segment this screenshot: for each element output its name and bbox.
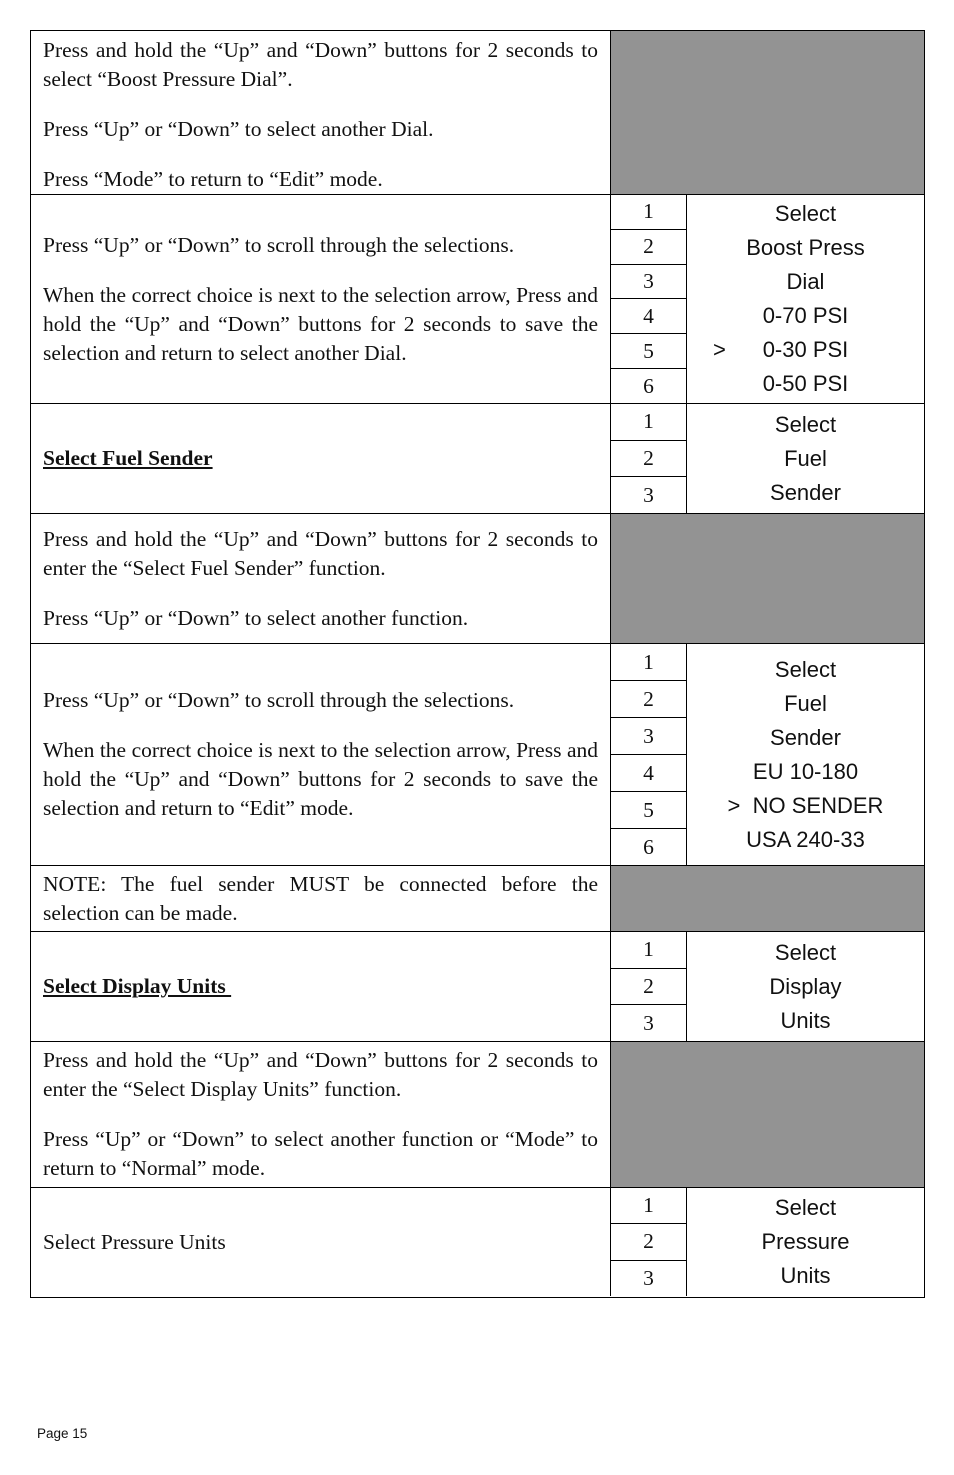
selection-arrow: > [727, 792, 741, 818]
table-row [31, 1188, 924, 1296]
section-title: Select Fuel Sender [43, 446, 213, 470]
table-row [31, 514, 924, 644]
display-line: Select [774, 939, 837, 965]
display-line-text: NO SENDER [752, 792, 884, 818]
display-line: Sender [770, 479, 841, 505]
line-number-column [611, 1188, 687, 1296]
note-text: NOTE: The fuel sender MUST be connected before the selection can be made. [43, 871, 598, 925]
section-title: Select Display Units [43, 974, 232, 998]
line-number: 2 [611, 230, 686, 265]
display-line: 0-70 PSI [762, 303, 849, 328]
instruction-text: Press “Up” or “Down” to scroll through the selections. [43, 688, 515, 712]
table-row [31, 31, 924, 195]
display-line-selected [687, 333, 924, 367]
blank-display-cell [611, 1042, 924, 1187]
instruction-cell [31, 404, 611, 513]
table-row [31, 644, 924, 866]
instruction-text: Press “Up” or “Down” to select another function. [43, 605, 469, 630]
lcd-display [687, 1188, 924, 1296]
display-line: Dial [786, 269, 825, 294]
instruction-cell [31, 1188, 611, 1296]
display-line: Select [774, 1195, 837, 1220]
line-number: 3 [643, 1265, 654, 1290]
display-line: Units [780, 1007, 831, 1033]
instruction-cell [31, 932, 611, 1041]
line-number: 4 [611, 299, 686, 334]
display-line: Fuel [784, 690, 827, 716]
display-line: EU 10-180 [752, 758, 859, 784]
instruction-text: When the correct choice is next to the selection arrow, Press and hold the “Up” and “Down” buttons for 2 seconds to save the selection and return to select another Dial. [43, 282, 598, 365]
instruction-text: Press “Up” or “Down” to select another function or “Mode” to return to “Normal” mode. [43, 1127, 598, 1180]
instruction-cell [31, 195, 611, 403]
line-number: 2 [611, 681, 686, 718]
line-number: 4 [611, 755, 686, 792]
display-line: USA 240-33 [746, 826, 865, 852]
line-number: 2 [611, 1224, 686, 1260]
line-number: 5 [611, 792, 686, 829]
line-number-column [611, 644, 687, 865]
instruction-cell [31, 31, 611, 194]
line-number-column [611, 195, 687, 403]
table-row [31, 866, 924, 932]
instruction-text: When the correct choice is next to the selection arrow, Press and hold the “Up” and “Down” buttons for 2 seconds to save the selection and return to “Edit” mode. [43, 738, 598, 820]
display-line: Select [774, 201, 837, 226]
display-line: Display [769, 973, 842, 999]
display-line: Select [774, 656, 837, 682]
line-number: 1 [611, 932, 686, 969]
instruction-text: Press “Up” or “Down” to select another Dial. [43, 117, 434, 141]
display-line-selected [687, 789, 924, 823]
blank-display-cell [611, 31, 924, 194]
instruction-text: Press and hold the “Up” and “Down” buttons for 2 seconds to enter the “Select Display Units” function. [43, 1048, 598, 1101]
display-line: 0-50 PSI [762, 371, 849, 396]
lcd-display [687, 195, 924, 403]
display-line: Select [774, 411, 837, 437]
instruction-table [30, 30, 925, 1298]
line-number: 3 [643, 482, 654, 507]
line-number: 1 [611, 644, 686, 681]
selection-arrow: > [713, 337, 726, 362]
instruction-cell [31, 514, 611, 643]
lcd-display [687, 932, 924, 1041]
line-number: 2 [611, 441, 686, 478]
instruction-cell [31, 644, 611, 865]
blank-display-cell [611, 514, 924, 643]
line-number: 5 [611, 334, 686, 369]
table-row [31, 195, 924, 404]
blank-display-cell [611, 866, 924, 931]
lcd-display [687, 644, 924, 865]
line-number: 1 [611, 195, 686, 230]
instruction-text: Press and hold the “Up” and “Down” buttons for 2 seconds to enter the “Select Fuel Sender” function. [43, 526, 598, 580]
table-row [31, 932, 924, 1042]
display-line: Sender [770, 724, 841, 750]
line-number-column [611, 932, 687, 1041]
line-number: 2 [611, 969, 686, 1006]
instruction-text: Press “Mode” to return to “Edit” mode. [43, 167, 383, 191]
lcd-display [687, 404, 924, 513]
instruction-text: Press and hold the “Up” and “Down” buttons for 2 seconds to select “Boost Pressure Dial”. [43, 38, 598, 91]
instruction-cell [31, 1042, 611, 1187]
instruction-text: Press “Up” or “Down” to scroll through the selections. [43, 232, 515, 257]
line-number: 1 [611, 404, 686, 441]
display-line: Units [780, 1263, 831, 1288]
display-line: Fuel [784, 445, 827, 471]
table-row [31, 404, 924, 514]
table-row [31, 1042, 924, 1188]
line-number: 3 [643, 1010, 654, 1035]
line-number: 6 [643, 373, 654, 398]
line-number: 3 [611, 265, 686, 300]
line-number: 1 [611, 1188, 686, 1224]
line-number: 6 [643, 834, 654, 859]
line-number-column [611, 404, 687, 513]
display-line-text: 0-30 PSI [762, 337, 849, 362]
section-label: Select Pressure Units [43, 1229, 226, 1254]
instruction-cell [31, 866, 611, 931]
page-number: Page 15 [37, 1426, 88, 1441]
display-line: Boost Press [746, 235, 865, 260]
line-number: 3 [611, 718, 686, 755]
display-line: Pressure [761, 1229, 850, 1254]
